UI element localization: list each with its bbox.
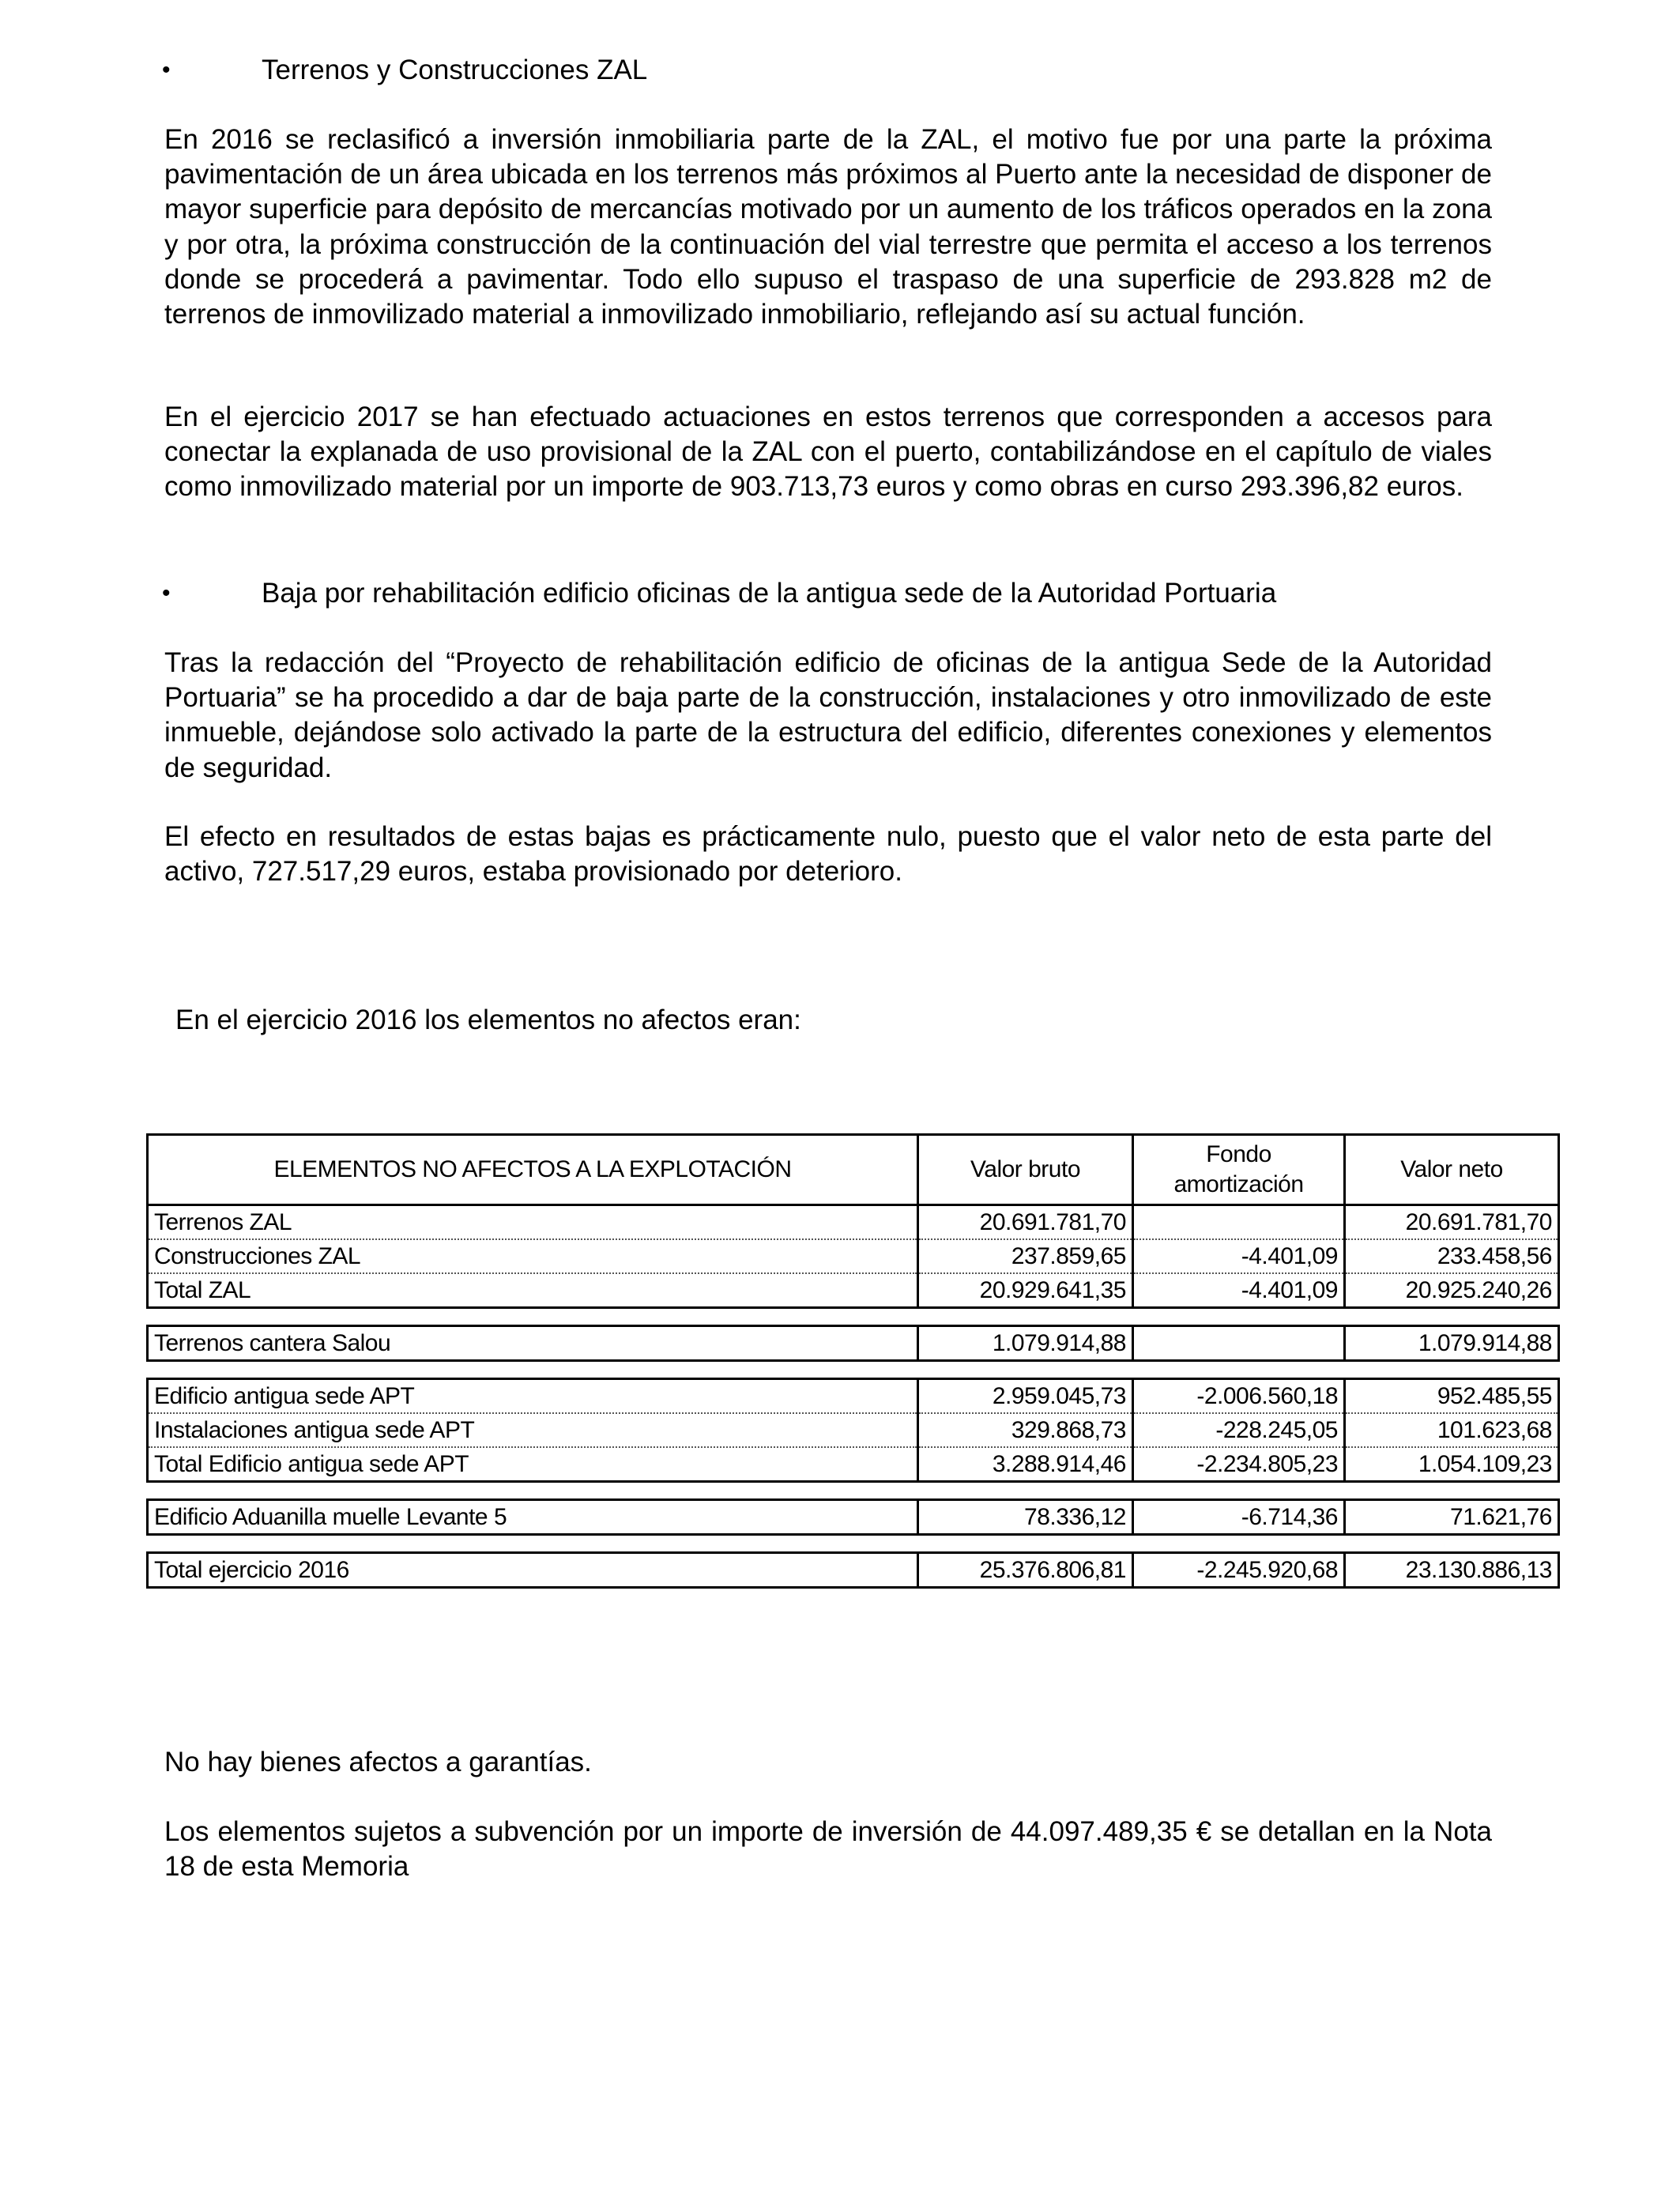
table-header-row [148, 1135, 1559, 1205]
bullet-icon: • [162, 57, 171, 83]
row-fondo-amortizacion: -4.401,09 [1133, 1239, 1345, 1273]
paragraph-garantias: No hay bienes afectos a garantías. [164, 1747, 592, 1777]
row-valor-bruto: 329.868,73 [918, 1413, 1133, 1447]
bullet-text: Terrenos y Construcciones ZAL [262, 55, 648, 85]
bullet-icon: • [162, 580, 171, 606]
header-fondo-line1: Fondo [1206, 1141, 1271, 1167]
row-valor-neto: 20.691.781,70 [1345, 1205, 1559, 1240]
row-fondo-amortizacion: -2.006.560,18 [1133, 1379, 1345, 1414]
row-valor-neto: 20.925.240,26 [1345, 1273, 1559, 1308]
row-valor-neto: 233.458,56 [1345, 1239, 1559, 1273]
paragraph-intro-2016: En el ejercicio 2016 los elementos no afectos eran: [175, 1005, 801, 1035]
table-row-total [148, 1273, 1559, 1308]
row-concept: Edificio Aduanilla muelle Levante 5 [148, 1500, 918, 1535]
table-row [148, 1205, 1559, 1240]
row-valor-neto: 1.054.109,23 [1345, 1447, 1559, 1482]
row-valor-bruto: 3.288.914,46 [918, 1447, 1133, 1482]
header-fondo-line2: amortización [1173, 1171, 1304, 1197]
header-valor-bruto: Valor bruto [918, 1135, 1133, 1205]
table-row [148, 1500, 1559, 1535]
paragraph-zal-2016: En 2016 se reclasificó a inversión inmobiliaria parte de la ZAL, el motivo fue por una parte la próxima pavimentación de un área ubicada en los terrenos más próximos al Puerto ante la necesidad de disponer de mayor superficie para depósito de mercancías motivado por un aumento de los tráficos operados en la zona y por otra, la próxima construcción de la continuación del vial terrestre que permita el acceso a los terrenos donde se procederá a pavimentar. Todo ello supuso el traspaso de una superficie de 293.828 m2 de terrenos de inmovilizado material a inmovilizado inmobiliario, reflejando así su actual función. [164, 124, 1492, 330]
row-valor-bruto: 20.929.641,35 [918, 1273, 1133, 1308]
row-valor-neto: 23.130.886,13 [1345, 1553, 1559, 1588]
table-row [148, 1413, 1559, 1447]
row-valor-bruto: 1.079.914,88 [918, 1326, 1133, 1361]
paragraph-rehabilitacion: Tras la redacción del “Proyecto de rehabilitación edificio de oficinas de la antigua Sede de la Autoridad Portuaria” se ha procedido a dar de baja parte de la construcción, instalaciones y otro inmovilizado de este inmueble, dejándose solo activado la parte de la estructura del edificio, diferentes conexiones y elementos de seguridad. [164, 647, 1492, 783]
row-concept: Terrenos ZAL [148, 1205, 918, 1240]
bullet-text: Baja por rehabilitación edificio oficinas de la antigua sede de la Autoridad Portuaria [262, 578, 1277, 609]
row-valor-bruto: 25.376.806,81 [918, 1553, 1133, 1588]
row-valor-bruto: 78.336,12 [918, 1500, 1133, 1535]
table-spacer [148, 1535, 1559, 1553]
paragraph-zal-2017: En el ejercicio 2017 se han efectuado actuaciones en estos terrenos que corresponden a accesos para conectar la explanada de uso provisional de la ZAL con el puerto, contabilizándose en el capítulo de viales como inmovilizado material por un importe de 903.713,73 euros y como obras en curso 293.396,82 euros. [164, 401, 1492, 503]
table-row [148, 1326, 1559, 1361]
row-concept: Edificio antigua sede APT [148, 1379, 918, 1414]
header-valor-neto: Valor neto [1345, 1135, 1559, 1205]
table-row [148, 1239, 1559, 1273]
paragraph-subvencion: Los elementos sujetos a subvención por un importe de inversión de 44.097.489,35 € se detallan en la Nota 18 de esta Memoria [164, 1816, 1492, 1883]
table-row-total [148, 1447, 1559, 1482]
row-fondo-amortizacion: -228.245,05 [1133, 1413, 1345, 1447]
table-row-grand-total [148, 1553, 1559, 1588]
row-valor-neto: 101.623,68 [1345, 1413, 1559, 1447]
row-fondo-amortizacion: -4.401,09 [1133, 1273, 1345, 1308]
table-spacer [148, 1308, 1559, 1326]
row-fondo-amortizacion [1133, 1326, 1345, 1361]
table-spacer [148, 1361, 1559, 1379]
elementos-no-afectos-table [146, 1133, 1560, 1589]
row-concept: Construcciones ZAL [148, 1239, 918, 1273]
header-concept: ELEMENTOS NO AFECTOS A LA EXPLOTACIÓN [148, 1135, 918, 1205]
row-valor-bruto: 2.959.045,73 [918, 1379, 1133, 1414]
table-spacer [148, 1482, 1559, 1500]
row-fondo-amortizacion: -2.245.920,68 [1133, 1553, 1345, 1588]
row-fondo-amortizacion: -6.714,36 [1133, 1500, 1345, 1535]
row-fondo-amortizacion [1133, 1205, 1345, 1240]
table-row [148, 1379, 1559, 1414]
row-valor-neto: 952.485,55 [1345, 1379, 1559, 1414]
row-fondo-amortizacion: -2.234.805,23 [1133, 1447, 1345, 1482]
row-valor-bruto: 237.859,65 [918, 1239, 1133, 1273]
row-valor-neto: 1.079.914,88 [1345, 1326, 1559, 1361]
paragraph-efecto: El efecto en resultados de estas bajas es prácticamente nulo, puesto que el valor neto de esta parte del activo, 727.517,29 euros, estaba provisionado por deterioro. [164, 821, 1492, 888]
row-concept: Total ZAL [148, 1273, 918, 1308]
row-valor-neto: 71.621,76 [1345, 1500, 1559, 1535]
row-concept: Total ejercicio 2016 [148, 1553, 918, 1588]
row-concept: Total Edificio antigua sede APT [148, 1447, 918, 1482]
row-valor-bruto: 20.691.781,70 [918, 1205, 1133, 1240]
row-concept: Instalaciones antigua sede APT [148, 1413, 918, 1447]
row-concept: Terrenos cantera Salou [148, 1326, 918, 1361]
header-fondo-amortizacion [1133, 1135, 1345, 1205]
